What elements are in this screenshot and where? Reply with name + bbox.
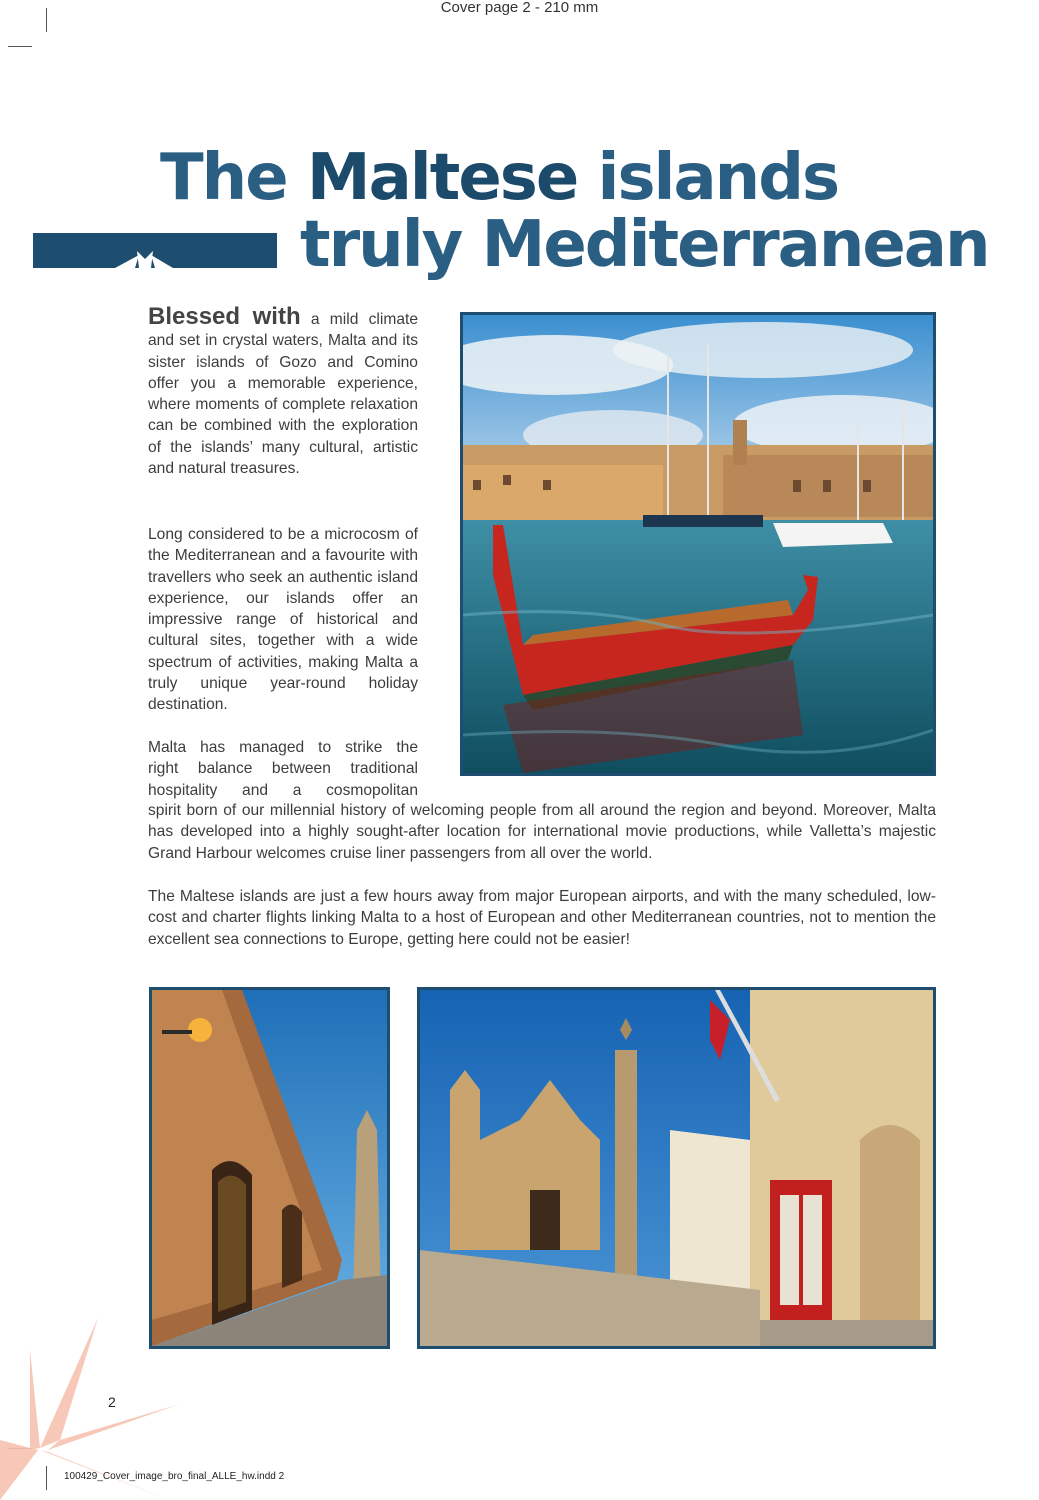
page-title-line-2: truly Mediterranean <box>300 208 989 282</box>
maltese-star-decoration-icon <box>0 1300 180 1500</box>
title-word-islands: islands <box>577 141 839 215</box>
intro-body: a mild climate and set in crystal waters, Malta and its sister islands of Gozo and Comino offer you a memorable experience, where moments of complete relaxation can be combined with the exploration of the islands’ many cultural, artistic and natural treasures. <box>148 311 418 478</box>
gozo-square-photo <box>417 987 936 1349</box>
mdina-street-photo <box>149 987 390 1349</box>
travel-paragraph: The Maltese islands are just a few hours away from major European airports, and with the many scheduled, low-cost and charter flights linking Malta to a host of European and other Mediterranean countries, not to mention the excellent sea connections to Europe, getting here could not be easier! <box>148 888 936 948</box>
balance-line-3: hospitality and a cosmopolitan <box>148 781 418 799</box>
title-word-maltese: Maltese <box>306 141 578 215</box>
microcosm-paragraph: Long considered to be a microcosm of the Mediterranean and a favourite with travellers who seek an authentic island experience, our islands offer an impressive range of historical and cultural sites, together with a wide spectrum of activities, making Malta a truly unique year-round holiday destination. <box>148 526 418 714</box>
crop-mark-top-vertical <box>46 8 47 32</box>
intro-lead: Blessed with <box>148 303 301 330</box>
balance-line-1: Malta has managed to strike the <box>148 739 418 756</box>
title-word-the: The <box>160 141 307 215</box>
file-footer: 100429_Cover_image_bro_final_ALLE_hw.indd 2 <box>64 1471 285 1482</box>
balance-paragraph-end: spirit born of our millennial history of welcoming people from all around the region and beyond. Moreover, Malta has developed into a highly sought-after location for international movie productions, while Valletta’s majestic Grand Harbour welcomes cruise liner passengers from all over the world. <box>148 802 936 862</box>
slug-text: Cover page 2 - 210 mm <box>440 0 599 16</box>
maltese-cross-icon <box>33 233 277 268</box>
balance-paragraph-start <box>148 737 418 801</box>
page-number: 2 <box>108 1394 116 1410</box>
intro-paragraph <box>148 303 418 479</box>
page-title-line-1 <box>160 141 839 215</box>
crop-mark-top-horizontal <box>8 46 32 47</box>
title-accent-band <box>33 233 277 268</box>
balance-line-2: right balance between traditional <box>148 760 418 778</box>
harbour-boat-photo <box>460 312 936 776</box>
